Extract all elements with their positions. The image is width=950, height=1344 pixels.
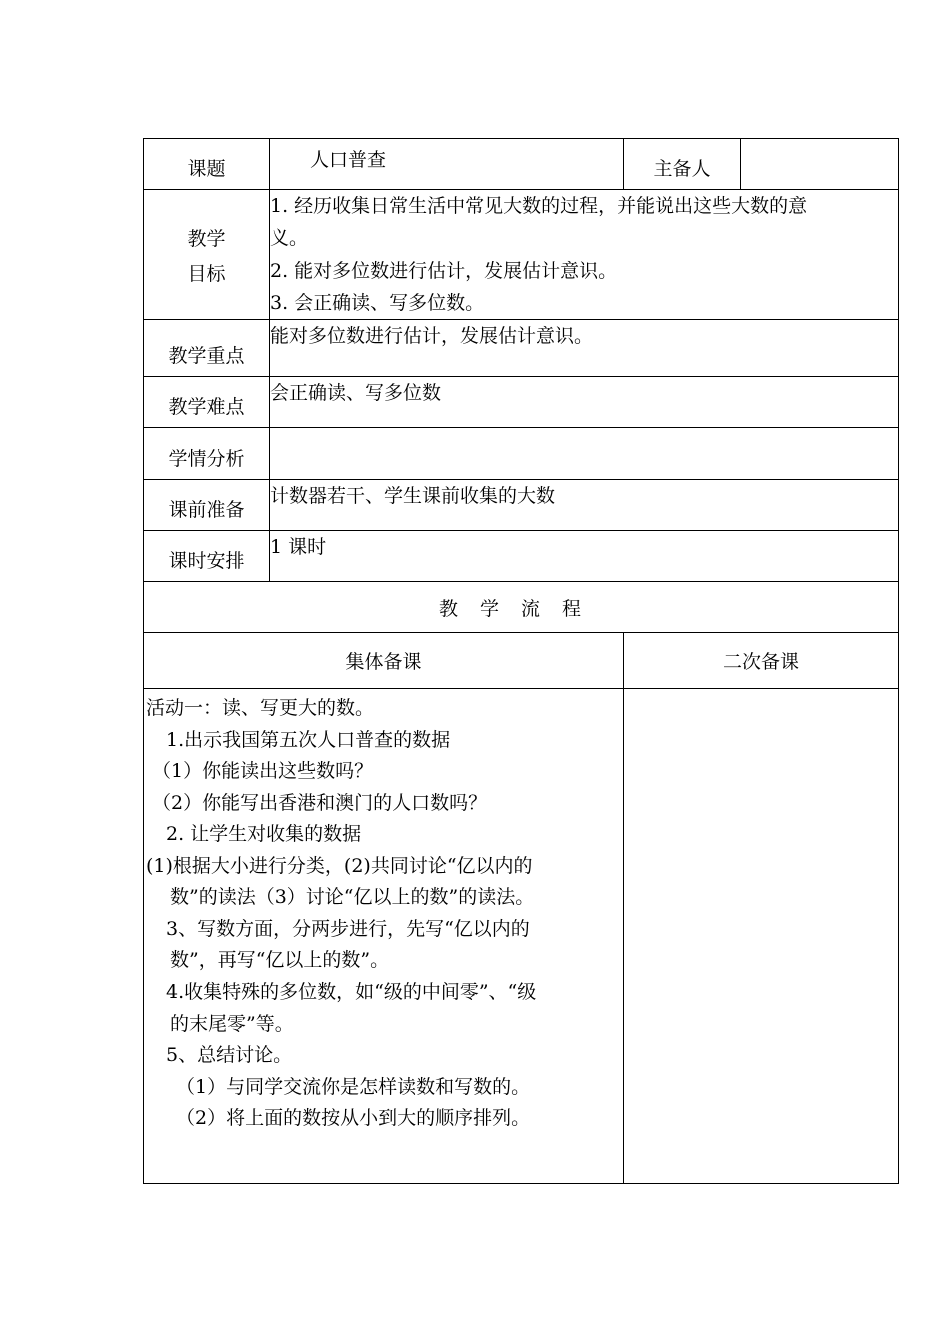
collective-prep-header: 集体备课 <box>144 633 624 689</box>
activity-line: 4.收集特殊的多位数，如“级的中间零”、“级 <box>166 980 537 1003</box>
schedule-value: 1 课时 <box>270 531 899 582</box>
objectives-label <box>144 190 270 320</box>
objectives-content <box>270 190 899 320</box>
preparation-value: 计数器若干、学生课前收集的大数 <box>270 480 899 531</box>
key-points-value: 能对多位数进行估计，发展估计意识。 <box>270 320 899 377</box>
student-analysis-row <box>144 428 899 480</box>
preparation-row <box>144 480 899 531</box>
activity-line: 3、写数方面，分两步进行，先写“亿以内的 <box>166 917 530 940</box>
flow-header-row <box>144 633 899 689</box>
objectives-row <box>144 190 899 320</box>
activity-line: 活动一：读、写更大的数。 <box>146 697 375 720</box>
objectives-label-line2: 目标 <box>187 262 226 285</box>
activity-line: 2. 让学生对收集的数据 <box>166 823 362 846</box>
activity-line: 的末尾零”等。 <box>170 1012 294 1035</box>
topic-label: 课题 <box>144 139 270 190</box>
activity-line: 数”，再写“亿以上的数”。 <box>170 949 390 972</box>
objective-item: 3. 会正确读、写多位数。 <box>270 291 485 314</box>
objectives-label-line1: 教学 <box>187 227 226 250</box>
preparer-value <box>741 139 899 190</box>
schedule-label: 课时安排 <box>144 531 270 582</box>
activity-line: (1)根据大小进行分类，(2)共同讨论“亿以内的 <box>146 854 533 877</box>
schedule-row <box>144 531 899 582</box>
activity-line: （1）你能读出这些数吗？ <box>152 760 374 783</box>
preparation-label: 课前准备 <box>144 480 270 531</box>
key-points-row <box>144 320 899 377</box>
difficulties-row <box>144 377 899 428</box>
activity-line: （2）将上面的数按从小到大的顺序排列。 <box>176 1107 531 1130</box>
secondary-prep-header: 二次备课 <box>624 633 899 689</box>
student-analysis-value <box>270 428 899 480</box>
topic-value: 人口普查 <box>270 139 624 190</box>
lesson-plan-table <box>143 138 899 1184</box>
activity-line: （2）你能写出香港和澳门的人口数吗？ <box>152 791 488 814</box>
key-points-label: 教学重点 <box>144 320 270 377</box>
secondary-prep-content <box>624 689 899 1184</box>
topic-row <box>144 139 899 190</box>
activity-line: （1）与同学交流你是怎样读数和写数的。 <box>176 1075 531 1098</box>
difficulties-label: 教学难点 <box>144 377 270 428</box>
activity-line: 5、总结讨论。 <box>166 1044 293 1067</box>
objective-item: 1. 经历收集日常生活中常见大数的过程，并能说出这些大数的意 <box>270 195 808 217</box>
flow-content-row <box>144 689 899 1184</box>
flow-title: 教学流程 <box>144 582 899 633</box>
collective-prep-content <box>144 689 624 1184</box>
activity-line: 1.出示我国第五次人口普查的数据 <box>166 728 451 751</box>
activity-line: 数”的读法（3）讨论“亿以上的数”的读法。 <box>170 886 535 909</box>
flow-title-row <box>144 582 899 633</box>
objective-item: 2. 能对多位数进行估计，发展估计意识。 <box>270 259 618 282</box>
objective-item: 义。 <box>270 227 309 250</box>
difficulties-value: 会正确读、写多位数 <box>270 377 899 428</box>
preparer-label: 主备人 <box>624 139 741 190</box>
student-analysis-label: 学情分析 <box>144 428 270 480</box>
